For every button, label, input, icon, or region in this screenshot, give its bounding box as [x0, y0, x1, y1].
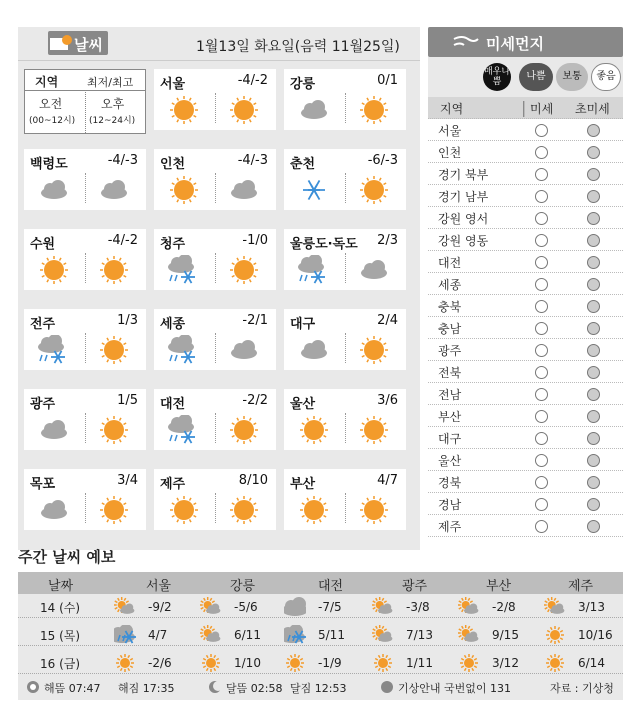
city-temp: 8/10	[238, 473, 268, 488]
city-name: 울산	[290, 397, 316, 412]
dust-table-header: 지역 | 미세 초미세	[428, 97, 623, 119]
city-name: 제주	[160, 477, 186, 492]
dust-region: 강원 영서	[438, 212, 489, 226]
pm25-normal-icon	[587, 190, 600, 203]
legend-pm: 오후	[101, 97, 125, 111]
cloud-icon	[356, 255, 392, 285]
pm10-good-icon	[535, 300, 548, 313]
sun-icon	[544, 625, 566, 645]
pm25-normal-icon	[587, 388, 600, 401]
pm10-good-icon	[535, 146, 548, 159]
dust-row	[428, 383, 623, 405]
weekly-temp: -9/2	[148, 600, 172, 614]
city-card	[154, 69, 276, 130]
legend-region: 지역	[35, 75, 59, 89]
weather-label: 날씨	[74, 36, 103, 54]
dust-region: 대전	[438, 256, 462, 270]
city-temp: 1/5	[117, 393, 138, 408]
pm10-good-icon	[535, 234, 548, 247]
city-card	[24, 229, 146, 290]
city-card	[284, 149, 406, 210]
pm10-good-icon	[535, 388, 548, 401]
city-temp: 2/3	[377, 233, 398, 248]
sun-icon	[356, 335, 392, 365]
city-name: 청주	[160, 237, 186, 252]
sun-icon	[372, 653, 394, 673]
source: 자료 : 기상청	[550, 682, 614, 695]
dust-region: 강원 영동	[438, 234, 489, 248]
pm10-good-icon	[535, 124, 548, 137]
sun-icon	[96, 335, 132, 365]
dust-region: 경남	[438, 498, 462, 512]
dust-header	[428, 27, 623, 57]
dust-region: 전북	[438, 366, 462, 380]
dust-row	[428, 515, 623, 537]
weekly-row	[18, 596, 623, 618]
pm10-good-icon	[535, 498, 548, 511]
pm10-good-icon	[535, 520, 548, 533]
sun-icon	[356, 175, 392, 205]
pm10-good-icon	[535, 278, 548, 291]
pm10-good-icon	[535, 366, 548, 379]
city-card	[284, 389, 406, 450]
city-card	[284, 229, 406, 290]
city-name: 울릉도·독도	[290, 237, 358, 252]
pm10-good-icon	[535, 432, 548, 445]
cloud-icon	[36, 495, 72, 525]
partly-sunny-icon	[458, 597, 480, 617]
dust-region: 대구	[438, 432, 462, 446]
pm25-normal-icon	[587, 476, 600, 489]
city-temp: -2/1	[242, 313, 268, 328]
dust-row	[428, 295, 623, 317]
cloud-icon	[96, 175, 132, 205]
weekly-temp: 3/12	[492, 656, 519, 670]
dust-row	[428, 119, 623, 141]
sun-icon	[166, 95, 202, 125]
dust-region: 광주	[438, 344, 462, 358]
dust-row	[428, 229, 623, 251]
pm10-good-icon	[535, 454, 548, 467]
weekly-col-city: 제주	[568, 579, 594, 594]
pm25-normal-icon	[587, 168, 600, 181]
legend-very-bad: 매우나쁨	[483, 63, 511, 91]
dust-col-pm10: 미세	[530, 102, 554, 116]
legend-good: 좋음	[591, 63, 621, 91]
legend-normal: 보통	[556, 63, 588, 91]
sun-icon	[96, 415, 132, 445]
weekly-header	[18, 572, 623, 594]
weekly-temp: 5/11	[318, 628, 345, 642]
city-card	[284, 469, 406, 530]
legend-minmax: 최저/최고	[87, 76, 134, 89]
dust-row	[428, 317, 623, 339]
footer	[18, 674, 623, 700]
city-temp: -2/2	[242, 393, 268, 408]
partly-sunny-icon	[372, 597, 394, 617]
pm25-normal-icon	[587, 366, 600, 379]
cloud-snow-icon	[166, 335, 202, 365]
dust-region: 경북	[438, 476, 462, 490]
dust-row	[428, 449, 623, 471]
dust-row	[428, 163, 623, 185]
weekly-temp: 1/10	[234, 656, 261, 670]
pm10-good-icon	[535, 212, 548, 225]
legend-am-range: (00~12시)	[29, 116, 76, 126]
moonset: 달짐 12:53	[290, 682, 347, 695]
sun-icon	[458, 653, 480, 673]
city-card	[154, 309, 276, 370]
weekly-col-city: 대전	[318, 579, 344, 594]
weekly-day: 14 (수)	[40, 601, 81, 615]
moonrise: 달뜸 02:58	[226, 682, 283, 695]
dust-region: 경기 북부	[438, 168, 489, 182]
weekly-col-city: 부산	[486, 579, 512, 594]
weekly-temp: -2/8	[492, 600, 516, 614]
legend-bad: 나쁨	[519, 63, 553, 91]
sun-icon	[166, 495, 202, 525]
weekly-col-date: 날짜	[48, 579, 74, 594]
dust-region: 울산	[438, 454, 462, 468]
pm25-normal-icon	[587, 322, 600, 335]
sun-icon	[226, 95, 262, 125]
weekly-col-city: 광주	[402, 579, 428, 594]
partly-sunny-icon	[544, 597, 566, 617]
partly-sunny-icon	[372, 625, 394, 645]
dust-region: 세종	[438, 278, 462, 292]
pm25-normal-icon	[587, 454, 600, 467]
sun-cloud-icon	[50, 34, 74, 52]
dust-region: 전남	[438, 388, 462, 402]
weekly-temp: 9/15	[492, 628, 519, 642]
dust-row	[428, 493, 623, 515]
city-temp: 1/3	[117, 313, 138, 328]
cloud-icon	[226, 175, 262, 205]
city-temp: -4/-2	[107, 233, 138, 248]
sun-icon	[296, 495, 332, 525]
cloud-icon	[284, 597, 306, 617]
cloud-icon	[296, 335, 332, 365]
sun-icon	[96, 495, 132, 525]
city-card	[24, 309, 146, 370]
dust-col-region: 지역	[440, 102, 464, 116]
city-temp: 3/6	[377, 393, 398, 408]
pm25-normal-icon	[587, 432, 600, 445]
pm10-good-icon	[535, 256, 548, 269]
pm25-normal-icon	[587, 234, 600, 247]
city-name: 백령도	[30, 157, 68, 172]
pm25-normal-icon	[587, 212, 600, 225]
cloud-snow-icon	[114, 625, 136, 645]
sun-icon	[26, 680, 40, 694]
sun-icon	[356, 495, 392, 525]
city-card	[154, 229, 276, 290]
dust-row	[428, 185, 623, 207]
weekly-temp: 3/13	[578, 600, 605, 614]
legend-pm-range: (12~24시)	[89, 116, 136, 126]
city-card	[24, 469, 146, 530]
snow-icon	[296, 175, 332, 205]
city-card	[154, 469, 276, 530]
city-temp: 0/1	[377, 73, 398, 88]
weekly-day: 16 (금)	[40, 657, 81, 671]
cloud-icon	[36, 175, 72, 205]
weekly-row	[18, 624, 623, 646]
cloud-snow-icon	[296, 255, 332, 285]
cloud-icon	[296, 95, 332, 125]
city-name: 부산	[290, 477, 316, 492]
weekly-temp: -1/9	[318, 656, 342, 670]
city-temp: 2/4	[377, 313, 398, 328]
legend-am: 오전	[39, 97, 63, 111]
city-name: 전주	[30, 317, 56, 332]
weather-panel	[18, 27, 420, 550]
pm25-normal-icon	[587, 498, 600, 511]
dust-row	[428, 141, 623, 163]
weather-header	[18, 27, 420, 61]
city-card	[24, 149, 146, 210]
pm10-good-icon	[535, 190, 548, 203]
sun-icon	[544, 653, 566, 673]
city-name: 춘천	[290, 157, 316, 172]
cloud-snow-icon	[166, 415, 202, 445]
dust-col-pm25: 초미세	[575, 102, 610, 116]
dust-panel	[428, 27, 623, 550]
city-name: 수원	[30, 237, 56, 252]
partly-sunny-icon	[200, 597, 222, 617]
dust-title: 미세먼지	[486, 35, 544, 53]
moon-icon	[208, 680, 222, 694]
city-card	[284, 69, 406, 130]
dust-region: 서울	[438, 124, 462, 138]
dust-row	[428, 471, 623, 493]
pm10-good-icon	[535, 168, 548, 181]
dust-row	[428, 405, 623, 427]
pm25-normal-icon	[587, 278, 600, 291]
cloud-snow-icon	[166, 255, 202, 285]
dust-row	[428, 361, 623, 383]
cloud-snow-icon	[36, 335, 72, 365]
weekly-temp: 10/16	[578, 628, 613, 642]
cloud-snow-icon	[284, 625, 306, 645]
dust-row	[428, 251, 623, 273]
city-name: 인천	[160, 157, 186, 172]
city-temp: 4/7	[377, 473, 398, 488]
phone-icon	[380, 680, 394, 694]
dust-region: 인천	[438, 146, 462, 160]
sun-icon	[356, 415, 392, 445]
weekly-table	[18, 572, 623, 680]
sun-icon	[356, 95, 392, 125]
city-temp: -4/-3	[237, 153, 268, 168]
city-card	[154, 149, 276, 210]
pm25-normal-icon	[587, 344, 600, 357]
pm10-good-icon	[535, 410, 548, 423]
weekly-title: 주간 날씨 예보	[18, 548, 116, 566]
city-temp: 3/4	[117, 473, 138, 488]
weekly-col-city: 강릉	[230, 579, 256, 594]
weekly-row	[18, 652, 623, 674]
dust-region: 충남	[438, 322, 462, 336]
weekly-temp: -2/6	[148, 656, 172, 670]
city-name: 광주	[30, 397, 56, 412]
dust-row	[428, 273, 623, 295]
sun-icon	[96, 255, 132, 285]
city-name: 서울	[160, 77, 186, 92]
sun-icon	[226, 495, 262, 525]
pm25-normal-icon	[587, 256, 600, 269]
weekly-day: 15 (목)	[40, 629, 81, 643]
weekly-temp: 7/13	[406, 628, 433, 642]
pm25-normal-icon	[587, 520, 600, 533]
date-text: 1월13일 화요일(음력 11월25일)	[196, 39, 400, 55]
pm10-good-icon	[535, 476, 548, 489]
sun-icon	[36, 255, 72, 285]
weekly-temp: 6/14	[578, 656, 605, 670]
pm25-normal-icon	[587, 124, 600, 137]
sun-icon	[226, 255, 262, 285]
info-number: 기상안내 국번없이 131	[398, 682, 511, 695]
partly-sunny-icon	[200, 625, 222, 645]
wind-icon	[452, 33, 480, 51]
weekly-temp: 1/11	[406, 656, 433, 670]
city-name: 대구	[290, 317, 316, 332]
city-card	[154, 389, 276, 450]
city-temp: -4/-3	[107, 153, 138, 168]
city-name: 강릉	[290, 77, 316, 92]
weekly-temp: 4/7	[148, 628, 168, 642]
sun-icon	[284, 653, 306, 673]
cloud-icon	[226, 335, 262, 365]
dust-region: 제주	[438, 520, 462, 534]
city-temp: -1/0	[242, 233, 268, 248]
dust-region: 충북	[438, 300, 462, 314]
dust-row	[428, 427, 623, 449]
cloud-icon	[36, 415, 72, 445]
partly-sunny-icon	[114, 597, 136, 617]
pm25-normal-icon	[587, 146, 600, 159]
city-temp: -6/-3	[367, 153, 398, 168]
sun-icon	[114, 653, 136, 673]
pm25-normal-icon	[587, 300, 600, 313]
city-card	[24, 389, 146, 450]
dust-row	[428, 339, 623, 361]
city-temp: -4/-2	[237, 73, 268, 88]
sun-icon	[200, 653, 222, 673]
dust-region: 경기 남부	[438, 190, 489, 204]
sun-icon	[166, 175, 202, 205]
dust-row	[428, 207, 623, 229]
sunset: 해짐 17:35	[118, 682, 175, 695]
city-card	[284, 309, 406, 370]
weekly-temp: -5/6	[234, 600, 258, 614]
sunrise: 해뜸 07:47	[44, 682, 101, 695]
dust-region: 부산	[438, 410, 462, 424]
weekly-col-city: 서울	[146, 579, 172, 594]
dust-table	[428, 97, 623, 550]
weekly-temp: 6/11	[234, 628, 261, 642]
partly-sunny-icon	[458, 625, 480, 645]
weekly-temp: -3/8	[406, 600, 430, 614]
city-name: 대전	[160, 397, 186, 412]
city-name: 목포	[30, 477, 56, 492]
weekly-temp: -7/5	[318, 600, 342, 614]
sun-icon	[226, 415, 262, 445]
pm10-good-icon	[535, 344, 548, 357]
city-name: 세종	[160, 317, 186, 332]
pm10-good-icon	[535, 322, 548, 335]
pm25-normal-icon	[587, 410, 600, 423]
legend-box	[24, 69, 146, 134]
sun-icon	[296, 415, 332, 445]
